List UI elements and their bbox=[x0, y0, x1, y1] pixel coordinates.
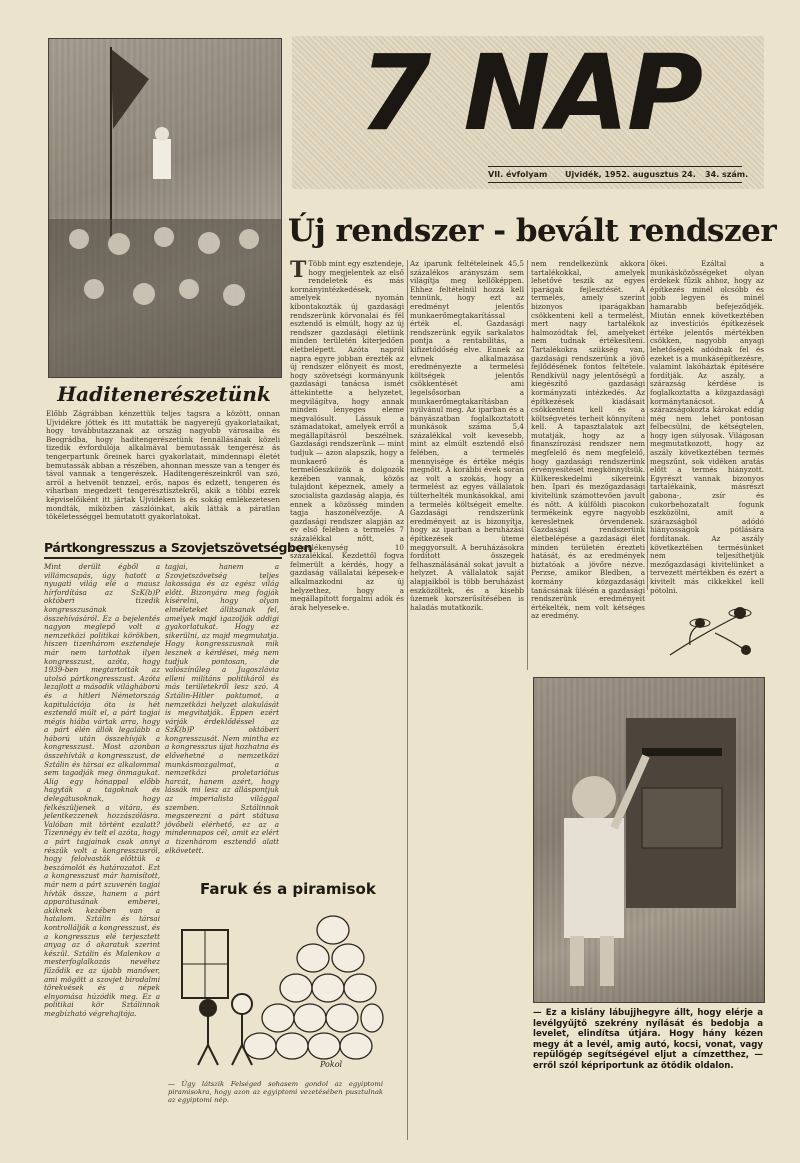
mailbox-photo bbox=[533, 677, 765, 1003]
naval-intro-text: Előbb Zágrábban kénzettük teljes tagsra a között, onnan Ujvidékre jöttek és itt mutatták be nagyerejű gyakorlataikat, hogy továbbutazzanak az ország nagyobb városaiba és Beográdba, hogy haditengerészetünk fennállásának közeli tizedik évfordulója alkalmával bemutassák tengerész ás tengerpartunk őreinek harci gyakorlatait, mindennapi életét bemutassák abban a részében, ahonnan messze van a tenger és távol vannak a tengerészek. Haditengerészeinkről van szó, arról a hetvenöt tenzzel, erős, napos és edzett, tengeren és viharban megedzett tengerésztisztekről, akik a többi ezrek képviselőiként itt jártak Ujvidéken is és sokág emlékezetesen mondták, miközben zászlóinkat, akik látták a páratlan tökéletességgel bemutatott gyakorlatokat. bbox=[46, 409, 280, 522]
cartoon-signature: Pokol bbox=[320, 1060, 343, 1069]
party-article-col1: Mint derült égből a villámcsapás, úgy hatott a nyugati világ elé a mausz hírfordítása az SzK(b)P októberi tizedik kongresszusának összehívásáról. Ez a bejelentés nagyon meglepő volt a nemzetközi politikai körökben, hiszen tizenhárom esztendeje már nem tartottak ilyen kongresszust, azóta, hogy 1939-ben megtartották az utolsó pártkongresszust. Azóta lezajlott a második világháború és a hitleri Németország kapitulációja óta is hét esztendő múlt el, a párt tagjai mégis hiába vártak arra, hogy a párt élén állók legalább a háború után összehívják a kongresszust. Most azonban összehívták a kongresszust, de Sztálin és társai ez alkalommal sem tagadják meg önmagukat. Alig egy hónappal előbb hagyták a tagoknak és delegátusoknak, hogy felkészüljenek a vitára, és jelentkezzenek hozzászólásra. Valóban mit történt ezalatt? Tizennégy év telt el azóta, hogy a párt tagjainak csak annyi részük volt a kongresszusról, hogy felolvasták előttük a beszámolót és határozatot. Ezt a kongresszust már hamisított, már nem a párt szuverén tagjai hívták össze, hanem a párt apparátusának emberei, akiknek kezében van a hatalom. Sztálin és társai kontrollálják a kongresszust, és a kongresszus elé terjesztett anyag az ő akaratuk szerint készül. Sztálin és Malenkov a mesterfoglalkozás nevéhez fűződik ez az újabb manőver, ami mögött a szovjet birodalmi törekvések és a népek elnyomása húzódik meg. Ez a politikai kör Sztálinnak megbízható végrehajtója. bbox=[44, 562, 160, 1018]
main-article-dropcap: T bbox=[290, 257, 307, 283]
mailbox-photo-caption: — Ez a kislány lábujjhegyre állt, hogy elérje a levélgyűjtő szekrény nyílását és bedobja a levelet, elindítsa útjára. Hogy hány kézen megy át a levél, amig autó, kocsi, vonat, vagy repülőgép segítségével eljut a címzetthez, — erről szól képriportunk az ötödik oldalon. bbox=[533, 1008, 763, 1071]
column-rule-1 bbox=[407, 260, 408, 1140]
flower-drawing bbox=[660, 595, 760, 665]
masthead-volume: VII. évfolyam bbox=[488, 170, 548, 179]
main-article-col1 bbox=[290, 257, 404, 860]
column-rule-2 bbox=[527, 260, 528, 670]
main-article-col3: nem rendelkezünk akkora tartalékokkal, amelyek lehetővé teszik az egyes iparágak fejlesztését. A termelés, amely szerint bizonyos iparágakban csökkenteni kell a termelést, mert nagy tartalékok halmozódtak fel, amelyeket nem tudnak értékesíteni. Tartalékokra szükség van, gazdasági rendszerünk a jövő fejlődésének fontos feltétele. Rendkívül nagy jelentőségű a kiegészítő gazdasági kormányzati intézkedés. Az építkezések kiadásait csökkenteni kell és a költségvetés terheit könnyíteni kell. A tapasztalatok azt mutatják, hogy az a finanszírozási rendszer nem megfelelő és nem megfelelő, hogy gazdasági rendszerünk érvényesítését megkönnyítsük. Külkereskedelmi sikereink ben. Ipari és mezőgazdasági kivitelünk számottevően javult és nőtt. A külföldi piacokon termékeink egyre nagyobb keresletnek örvendenek. Gazdasági rendszerünk életbelépése a gazdasági élet minden területén érezteti hatását, és az eredmények biztatóak a jövőre nézve. Perzse, amikor Bledben, a kormány közgazdasági tanácsának ülésén a gazdasági rendszerünk eredményeit értékelték, nem volt kétséges az eredmény. bbox=[531, 259, 645, 621]
masthead-place-date: Ujvidék, 1952. augusztus 24. bbox=[565, 170, 696, 179]
main-article-col2: Az iparunk feltételeinek 45,5 százalékos arányszám sem világítja meg kellőképpen. Ehhez feltételnül hozzá kell tennünk, hogy ezt az eredményt jelentős munkaerőmegtakarítással érték el. Gazdasági rendszerünk egyik sarkalatos pontja a rentabilitás, a kifizetődőség elve. Ennek az elvnek alkalmazása eredményezte a termelési költségek jelentős csökkentését ami legelsősorban a munkaerőmegtakarításban nyilvánul meg. Az iparban és a bányászatban foglalkoztatott munkások száma 5,4 százalékkal volt kevesebb, mint az elmúlt esztendő első felében, a termelés mennyisége és értéke mégis megnőtt. A korábbi évek során az volt a szokás, hogy a termelést az egyes vállalatok túlterhelték munkásokkal, ami a termelés költségeit emelte. Gazdasági rendszerünk eredményeit az is bizonyítja, hogy az iparban a beruházási építkezések üteme meggyorsult. A beruházásokra fordított összegek felhasználásánál sokat javult a helyzet. A vállalatok saját alapjaikból is több beruházást eszközöltek, és a kisebb üzemek korszerűsítésében is haladás mutatkozik. bbox=[410, 259, 524, 612]
naval-photo bbox=[48, 38, 282, 378]
cartoon-caption: — Úgy látszik Felséged sohasem gondol az egyiptomi piramisokra, hogy azon az egyiptomi vezetésében pusztulnak az egyiptomi nép. bbox=[168, 1080, 383, 1104]
cartoon-title: Faruk és a piramisok bbox=[200, 880, 376, 898]
main-article-col1-text: Több mint egy esztendeje, hogy megjelentek az első rendeletek és más kormányintézkedések, amelyek nyomán kibontakozták új gazdasági rendszerünk körvonalai és fél esztendő is elmúlt, hogy az új rendszer gazdasági életünk minden területén kiterjedően életbelépett. Azóta napról napra egyre jobban érezték az új rendszer előnyeit és most, hogy szövetségi kormányunk gazdasági tanácsa ismét áttekintette a helyzetet, megvilágítva, hogy annak minden lényeges eleme megvalósult. Lássuk a számadatokat, amelyek erről a megállapításról beszélnek. Gazdasági rendszerünk — mint tudjuk — azon alapszik, hogy a munkaerő és a termelőeszközök a dolgozók kezében vannak, közös tulajdont képeznek, amely a szocialista gazdaság alapja, és ennek a közösség minden tagja haszonélvezője. A gazdasági rendszer alapján az év első felében a termelés 7 százalékkal nőtt, a termelékenység 10 százalékkal. Kezdettől fogva felmerült a kérdés, hogy a gazdaság vállalatai képesek-e alkalmazkodni az új helyzethez, hogy a megállapított forgalmi adók és árak helyesek-e. bbox=[290, 259, 404, 612]
masthead-title: 7 NAP bbox=[358, 32, 702, 154]
party-article-title: Pártkongresszus a Szovjetszövetségben bbox=[44, 540, 313, 555]
naval-photo-illustration bbox=[49, 39, 281, 377]
masthead-issue: 34. szám. bbox=[705, 170, 749, 179]
masthead-rule-top bbox=[488, 166, 742, 167]
masthead-rule-bottom bbox=[488, 182, 742, 183]
main-article-col4: ökei. Ezáltal a munkásközösségeket olyan érdekek fűzik ahhoz, hogy az építkezés minél olcsóbb és jobb legyen és minél hamarabb befejeződjék. Miután ennek következtében az investíciós építkezések értéke jelentős mértékben csökken, nagyobb anyagi lehetőségek adódnak fel és ezeket is a munkásépítkezésre, valamint lakóháztak építésére fordítják. Az aszály, a szárazság kérdése is foglalkoztatta a közgazdasági kormánytanácsot. A szárazságokozta károkat eddig még nem lehet pontosan felbecsülni, de kétségtelen, hogy igen súlyosak. Világosan megmutatkozott, hogy az aszály következtében termés megszűnt, sok vidéken aratás előtt a termés hiányzott. Egyrészt vannak bizonyos tartalékaink, másrészt gabona-, zsír és cukorbehozatalt fogunk eszközölni, amit a szárazságból adódó hiányosságok pótlására fordítanak. Az aszály következtében termésünket nem teljesíthetjük mezőgazdasági kivitelünket a tervezett mértékben és ezért a kivitelt más cikkekkel kell pótolni. bbox=[650, 259, 764, 595]
naval-photo-caption: Haditenerészetünk bbox=[57, 382, 271, 406]
cartoon-drawing bbox=[168, 900, 383, 1070]
column-rule-3 bbox=[647, 260, 648, 590]
party-title-rule bbox=[44, 557, 282, 559]
party-article-col2: tagjai, hanem a Szovjetszövetség teljes lakossága és az egész világ előtt. Bizonyára meg fogják kísérelni, hogy olyan elméleteket állítsanak fel, amelyek majd igazolják addigi gyakorlatukat. Hogy ez sikerülni, az majd megmutatja. Hogy kongresszusnak mik lesznek a kérdései, még nem tudjuk pontosan, de valószínűleg a Jugoszlávia elleni militáns politikáról és más területekről lesz szó. A Sztálin-Hitler paktumot, a nemzetközi helyzet alakulását is megvitatják. Éppen ezért várják érdeklődéssel az SzK(b)P októberi kongresszusát. Nem mintha ez a kongresszus újat hozhatna és elővehetné a nemzetközi munkásmozgalmat, a nemzetközi proletariátus harcát, hanem azért, hogy lássák mi lesz az álláspontjuk az imperialista világgal szemben. Sztálinnak megszerezni a párt státusa jövőbeli elérhető, ez az a mindennapos cél, amit ez elért a tizenhárom esztendő alatt elkövetett. bbox=[165, 562, 279, 855]
main-headline: Új rendszer - bevált rendszer bbox=[288, 213, 777, 249]
mailbox-photo-illustration bbox=[534, 678, 764, 1002]
